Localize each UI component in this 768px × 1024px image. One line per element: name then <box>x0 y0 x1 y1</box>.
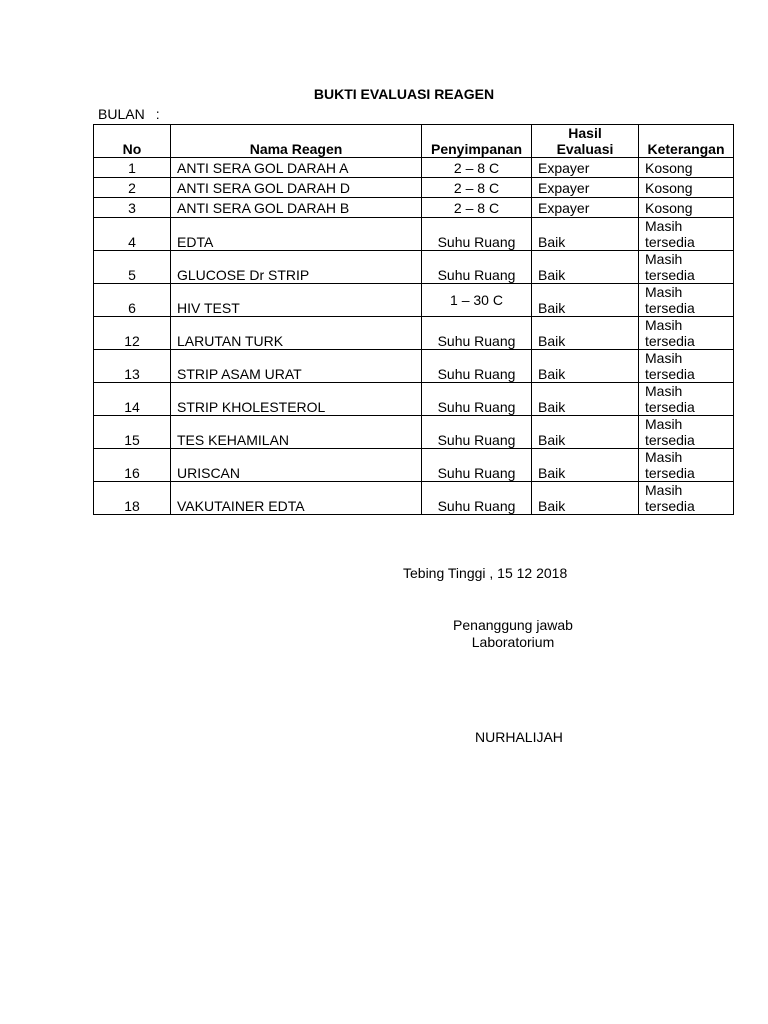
cell-keterangan <box>639 350 734 383</box>
cell-no: 15 <box>94 416 171 449</box>
cell-hasil-evaluasi: Baik <box>532 383 639 416</box>
cell-nama-reagen: ANTI SERA GOL DARAH B <box>171 198 422 218</box>
cell-no: 13 <box>94 350 171 383</box>
cell-hasil-evaluasi: Baik <box>532 317 639 350</box>
document-title: BUKTI EVALUASI REAGEN <box>313 86 495 102</box>
cell-hasil-evaluasi: Expayer <box>532 198 639 218</box>
keterangan-line2: tersedia <box>645 465 695 481</box>
cell-penyimpanan: 2 – 8 C <box>422 158 532 178</box>
cell-penyimpanan: Suhu Ruang <box>422 317 532 350</box>
cell-penyimpanan: Suhu Ruang <box>422 350 532 383</box>
cell-nama-reagen: TES KEHAMILAN <box>171 416 422 449</box>
table-body <box>94 158 734 515</box>
cell-keterangan <box>639 449 734 482</box>
keterangan-line2: tersedia <box>645 234 695 250</box>
table-row <box>94 251 734 284</box>
cell-nama-reagen: ANTI SERA GOL DARAH D <box>171 178 422 198</box>
cell-nama-reagen: GLUCOSE Dr STRIP <box>171 251 422 284</box>
keterangan-line1: Kosong <box>645 199 693 216</box>
cell-no: 5 <box>94 251 171 284</box>
header-hasil-line1: Hasil <box>568 125 602 141</box>
keterangan-line1: Masih <box>645 383 683 399</box>
cell-keterangan <box>639 284 734 317</box>
cell-no: 4 <box>94 218 171 251</box>
keterangan-line2: tersedia <box>645 432 695 448</box>
cell-nama-reagen: STRIP ASAM URAT <box>171 350 422 383</box>
cell-nama-reagen: ANTI SERA GOL DARAH A <box>171 158 422 178</box>
cell-no: 14 <box>94 383 171 416</box>
cell-keterangan <box>639 317 734 350</box>
keterangan-line1: Masih <box>645 251 683 267</box>
keterangan-line1: Kosong <box>645 179 693 196</box>
cell-hasil-evaluasi: Baik <box>532 251 639 284</box>
cell-no: 1 <box>94 158 171 178</box>
header-keterangan: Keterangan <box>639 125 734 158</box>
bulan-colon: : <box>155 106 160 122</box>
cell-nama-reagen: STRIP KHOLESTEROL <box>171 383 422 416</box>
keterangan-line1: Masih <box>645 317 683 333</box>
keterangan-line2: tersedia <box>645 399 695 415</box>
table-row <box>94 350 734 383</box>
cell-hasil-evaluasi: Baik <box>532 218 639 251</box>
cell-nama-reagen: LARUTAN TURK <box>171 317 422 350</box>
reagent-table <box>93 124 734 515</box>
header-penyimpanan: Penyimpanan <box>422 125 532 158</box>
keterangan-line1: Kosong <box>645 159 693 176</box>
table-row <box>94 482 734 515</box>
keterangan-line2: tersedia <box>645 333 695 349</box>
cell-hasil-evaluasi: Baik <box>532 449 639 482</box>
cell-no: 2 <box>94 178 171 198</box>
cell-hasil-evaluasi: Baik <box>532 482 639 515</box>
cell-no: 16 <box>94 449 171 482</box>
cell-penyimpanan: 2 – 8 C <box>422 178 532 198</box>
table-row <box>94 198 734 218</box>
cell-keterangan <box>639 218 734 251</box>
cell-penyimpanan: Suhu Ruang <box>422 416 532 449</box>
cell-penyimpanan: Suhu Ruang <box>422 482 532 515</box>
table-row <box>94 317 734 350</box>
cell-no: 6 <box>94 284 171 317</box>
keterangan-line1: Masih <box>645 416 683 432</box>
signature-title <box>438 617 588 651</box>
cell-hasil-evaluasi: Baik <box>532 284 639 317</box>
keterangan-line1: Masih <box>645 482 683 498</box>
cell-no: 18 <box>94 482 171 515</box>
cell-no: 12 <box>94 317 171 350</box>
keterangan-line2: tersedia <box>645 300 695 316</box>
cell-nama-reagen: HIV TEST <box>171 284 422 317</box>
bulan-line <box>98 106 160 122</box>
cell-keterangan <box>639 198 734 218</box>
cell-keterangan <box>639 178 734 198</box>
keterangan-line1: Masih <box>645 350 683 366</box>
place-date: Tebing Tinggi , 15 12 2018 <box>403 565 568 581</box>
table-row <box>94 178 734 198</box>
keterangan-line2: tersedia <box>645 366 695 382</box>
table-row <box>94 416 734 449</box>
signature-title-line2: Laboratorium <box>471 634 555 650</box>
cell-keterangan <box>639 416 734 449</box>
header-no: No <box>94 125 171 158</box>
table-row <box>94 158 734 178</box>
table-row <box>94 449 734 482</box>
keterangan-line2: tersedia <box>645 267 695 283</box>
cell-keterangan <box>639 251 734 284</box>
cell-hasil-evaluasi: Expayer <box>532 158 639 178</box>
cell-penyimpanan: Suhu Ruang <box>422 218 532 251</box>
cell-hasil-evaluasi: Expayer <box>532 178 639 198</box>
header-hasil-evaluasi <box>532 125 639 158</box>
header-nama-reagen: Nama Reagen <box>171 125 422 158</box>
table-row <box>94 218 734 251</box>
cell-keterangan <box>639 158 734 178</box>
keterangan-line1: Masih <box>645 449 683 465</box>
table-header-row <box>94 125 734 158</box>
cell-nama-reagen: URISCAN <box>171 449 422 482</box>
cell-nama-reagen: EDTA <box>171 218 422 251</box>
header-hasil-line2: Evaluasi <box>556 141 614 157</box>
cell-hasil-evaluasi: Baik <box>532 350 639 383</box>
cell-no: 3 <box>94 198 171 218</box>
table-row <box>94 284 734 317</box>
keterangan-line1: Masih <box>645 218 683 234</box>
signature-title-line1: Penanggung jawab <box>453 617 573 633</box>
cell-penyimpanan: Suhu Ruang <box>422 251 532 284</box>
cell-keterangan <box>639 482 734 515</box>
keterangan-line2: tersedia <box>645 498 695 514</box>
cell-penyimpanan: 2 – 8 C <box>422 198 532 218</box>
table-row <box>94 383 734 416</box>
cell-keterangan <box>639 383 734 416</box>
cell-hasil-evaluasi: Baik <box>532 416 639 449</box>
signature-name: NURHALIJAH <box>475 729 563 745</box>
cell-penyimpanan: Suhu Ruang <box>422 383 532 416</box>
keterangan-line1: Masih <box>645 284 683 300</box>
cell-nama-reagen: VAKUTAINER EDTA <box>171 482 422 515</box>
cell-penyimpanan: 1 – 30 C <box>422 284 532 317</box>
bulan-label: BULAN <box>98 106 145 122</box>
cell-penyimpanan: Suhu Ruang <box>422 449 532 482</box>
